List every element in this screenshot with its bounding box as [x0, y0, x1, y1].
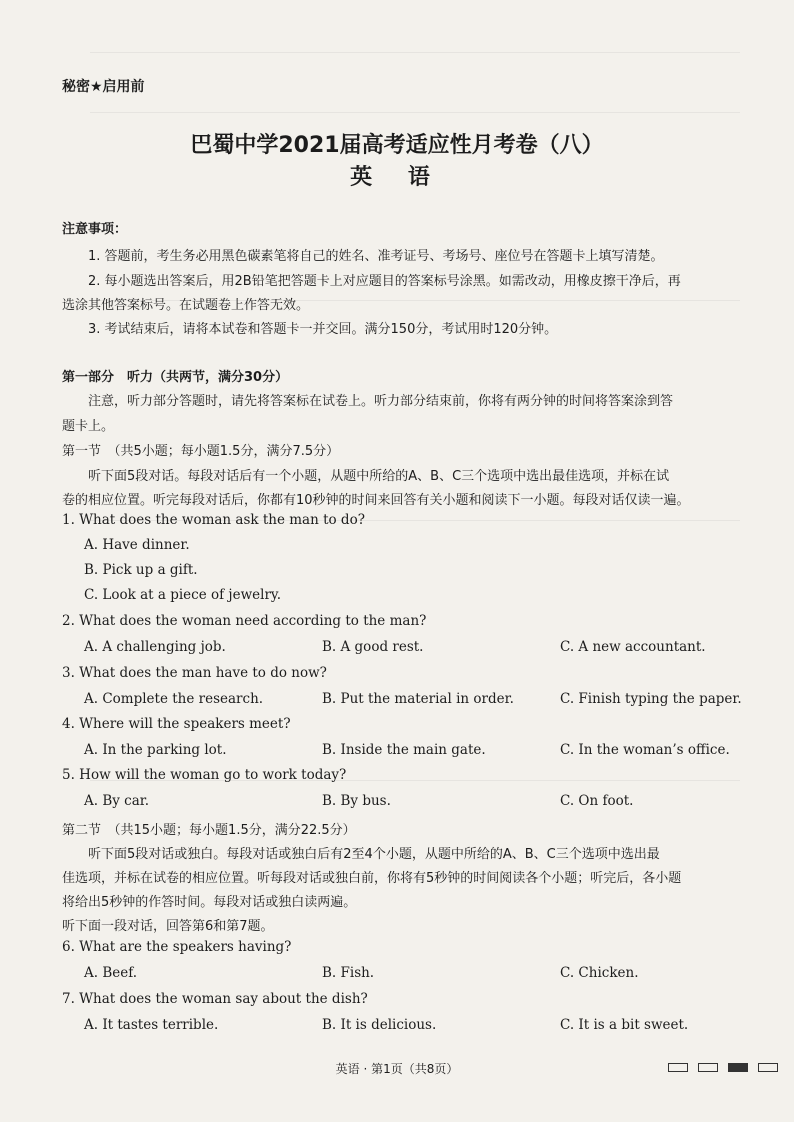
question-option[interactable]: B. Inside the main gate. [322, 742, 486, 758]
section1-intro: 卷的相应位置。听完每段对话后，你都有10秒钟的时间来回答有关小题和阅读下一小题。每段对话仅读一遍。 [62, 493, 690, 508]
question-option[interactable]: C. On foot. [560, 793, 634, 809]
question-option[interactable]: B. Fish. [322, 965, 375, 981]
question-option[interactable]: A. A challenging job. [84, 639, 226, 655]
question-stem: 2. What does the woman need according to the man? [62, 613, 427, 629]
page-box [668, 1063, 688, 1072]
notice-item: 1. 答题前，考生务必用黑色碳素笔将自己的姓名、准考证号、考场号、座位号在答题卡上填写清楚。 [88, 249, 664, 264]
section2-intro: 佳选项，并标在试卷的相应位置。听每段对话或独白前，你将有5秒钟的时间阅读各个小题；听完后，各小题 [62, 871, 682, 886]
question-stem: 3. What does the man have to do now? [62, 665, 327, 681]
subject-title: 英 语 [350, 165, 444, 190]
page-indicator [668, 1063, 778, 1072]
question-option[interactable]: B. A good rest. [322, 639, 424, 655]
question-option[interactable]: C. It is a bit sweet. [560, 1017, 689, 1033]
page-box [698, 1063, 718, 1072]
part1-heading: 第一部分 听力（共两节，满分30分） [62, 370, 289, 385]
question-option[interactable]: B. It is delicious. [322, 1017, 437, 1033]
question-stem: 6. What are the speakers having? [62, 939, 292, 955]
question-option[interactable]: C. In the woman’s office. [560, 742, 730, 758]
section2-intro: 听下面5段对话或独白。每段对话或独白后有2至4个小题，从题中所给的A、B、C三个选项中选出最 [88, 847, 660, 862]
question-option[interactable]: C. Look at a piece of jewelry. [84, 587, 282, 603]
section1-heading: 第一节 （共5小题；每小题1.5分，满分7.5分） [62, 444, 340, 459]
section2-heading: 第二节 （共15小题；每小题1.5分，满分22.5分） [62, 823, 356, 838]
question-option[interactable]: C. Finish typing the paper. [560, 691, 742, 707]
page-box [758, 1063, 778, 1072]
notice-item: 2. 每小题选出答案后，用2B铅笔把答题卡上对应题目的答案标号涂黑。如需改动，用橡皮擦干净后，再 [88, 274, 681, 289]
question-option[interactable]: B. By bus. [322, 793, 391, 809]
question-option[interactable]: A. Have dinner. [84, 537, 190, 553]
question-option[interactable]: A. By car. [84, 793, 150, 809]
question-option[interactable]: C. Chicken. [560, 965, 639, 981]
section1-intro: 听下面5段对话。每段对话后有一个小题，从题中所给的A、B、C三个选项中选出最佳选项，并标在试 [88, 469, 670, 484]
page-box-current [728, 1063, 748, 1072]
notice-item: 3. 考试结束后，请将本试卷和答题卡一并交回。满分150分，考试用时120分钟。 [88, 322, 558, 337]
notice-item: 选涂其他答案标号。在试题卷上作答无效。 [62, 298, 310, 313]
exam-title: 巴蜀中学2021届高考适应性月考卷（八） [190, 133, 604, 158]
question-option[interactable]: A. In the parking lot. [84, 742, 227, 758]
question-option[interactable]: A. Beef. [84, 965, 138, 981]
question-option[interactable]: C. A new accountant. [560, 639, 706, 655]
dialog-note: 听下面一段对话，回答第6和第7题。 [62, 919, 274, 934]
question-option[interactable]: A. It tastes terrible. [84, 1017, 219, 1033]
question-stem: 5. How will the woman go to work today? [62, 767, 347, 783]
question-stem: 1. What does the woman ask the man to do? [62, 512, 365, 528]
confidential-mark: 秘密★启用前 [62, 79, 145, 95]
question-stem: 7. What does the woman say about the dish? [62, 991, 368, 1007]
question-stem: 4. Where will the speakers meet? [62, 716, 291, 732]
part1-intro: 题卡上。 [62, 419, 115, 434]
notice-heading: 注意事项： [62, 222, 128, 237]
question-option[interactable]: B. Put the material in order. [322, 691, 514, 707]
page-footer: 英语 · 第1页（共8页） [335, 1062, 459, 1076]
question-option[interactable]: B. Pick up a gift. [84, 562, 198, 578]
question-option[interactable]: A. Complete the research. [84, 691, 264, 707]
section2-intro: 将给出5秒钟的作答时间。每段对话或独白读两遍。 [62, 895, 357, 910]
part1-intro: 注意，听力部分答题时，请先将答案标在试卷上。听力部分结束前，你将有两分钟的时间将答案涂到答 [88, 394, 674, 409]
